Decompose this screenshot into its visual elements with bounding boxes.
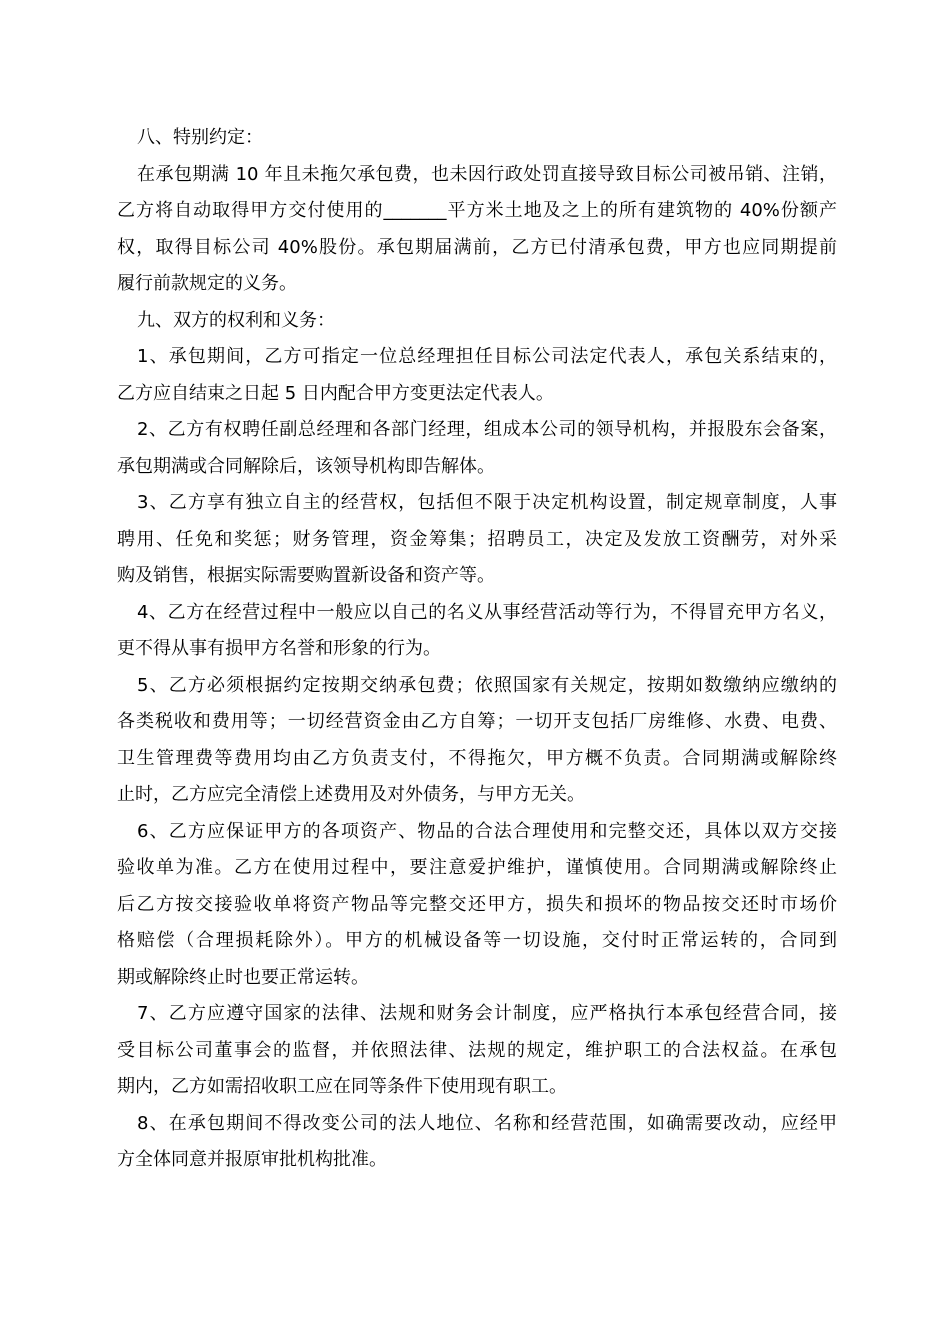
paragraph-line: 更不得从事有损甲方名誉和形象的行为。 <box>117 638 441 659</box>
paragraph-line: 在承包期满 10 年且未拖欠承包费，也未因行政处罚直接导致目标公司被吊销、注销， <box>137 163 837 185</box>
clause-paragraph <box>117 412 837 485</box>
paragraph-line: 聘用、任免和奖惩；财务管理，资金筹集；招聘员工，决定及发放工资酬劳，对外采 <box>117 528 837 550</box>
paragraph-line: 方全体同意并报原审批机构批准。 <box>117 1149 387 1170</box>
clause-paragraph <box>117 996 837 1106</box>
section-heading: 八、特别约定： <box>137 127 263 148</box>
paragraph-line: 购及销售，根据实际需要购置新设备和资产等。 <box>117 565 495 586</box>
clause-paragraph <box>117 668 837 814</box>
paragraph-line: 各类税收和费用等；一切经营资金由乙方自筹；一切开支包括厂房维修、水费、电费、 <box>117 711 837 732</box>
paragraph-line: 5、乙方必须根据约定按期交纳承包费；依照国家有关规定，按期如数缴纳应缴纳的 <box>137 674 837 696</box>
paragraph-line: 4、乙方在经营过程中一般应以自己的名义从事经营活动等行为，不得冒充甲方名义， <box>137 601 837 623</box>
clause-paragraph <box>117 595 837 668</box>
paragraph-line: 受目标公司董事会的监督，并依照法律、法规的规定，维护职工的合法权益。在承包 <box>117 1039 837 1061</box>
paragraph-line: 承包期满或合同解除后，该领导机构即告解体。 <box>117 455 495 477</box>
paragraph-line: 权，取得目标公司 40%股份。承包期届满前，乙方已付清承包费，甲方也应同期提前 <box>117 236 837 258</box>
clause-paragraph <box>117 157 837 303</box>
paragraph-line: 乙方应自结束之日起 5 日内配合甲方变更法定代表人。 <box>117 382 554 404</box>
paragraph-line: 后乙方按交接验收单将资产物品等完整交还甲方，损失和损坏的物品按交还时市场价 <box>117 893 837 915</box>
paragraph-line: 履行前款规定的义务。 <box>117 273 297 294</box>
clause-paragraph <box>117 1106 837 1179</box>
paragraph-line: 止时，乙方应完全清偿上述费用及对外债务，与甲方无关。 <box>117 784 585 805</box>
clause-paragraph <box>117 339 837 412</box>
clause-paragraph <box>117 485 837 595</box>
paragraph-line: 2、乙方有权聘任副总经理和各部门经理，组成本公司的领导机构，并报股东会备案， <box>137 419 837 440</box>
paragraph-line: 卫生管理费等费用均由乙方负责支付，不得拖欠，甲方概不负责。合同期满或解除终 <box>117 747 837 769</box>
paragraph-line: 验收单为准。乙方在使用过程中，要注意爱护维护，谨慎使用。合同期满或解除终止 <box>117 857 837 878</box>
paragraph-line: 期或解除终止时也要正常运转。 <box>117 966 369 988</box>
paragraph-line: 3、乙方享有独立自主的经营权，包括但不限于决定机构设置，制定规章制度，人事 <box>137 492 837 513</box>
paragraph-line: 格赔偿（合理损耗除外）。甲方的机械设备等一切设施，交付时正常运转的，合同到 <box>117 930 837 951</box>
paragraph-line: 8、在承包期间不得改变公司的法人地位、名称和经营范围，如确需要改动，应经甲 <box>137 1112 837 1134</box>
section-heading: 九、双方的权利和义务： <box>137 309 335 331</box>
document-body <box>117 120 837 1179</box>
paragraph-line: 期内，乙方如需招收职工应在同等条件下使用现有职工。 <box>117 1076 567 1097</box>
paragraph-line: 乙方将自动取得甲方交付使用的_______平方米土地及之上的所有建筑物的 40%份额产 <box>117 200 837 221</box>
clause-paragraph <box>117 814 837 997</box>
paragraph-line: 7、乙方应遵守国家的法律、法规和财务会计制度，应严格执行本承包经营合同，接 <box>137 1003 837 1024</box>
paragraph-line: 1、承包期间，乙方可指定一位总经理担任目标公司法定代表人，承包关系结束的， <box>137 346 837 367</box>
paragraph-line: 6、乙方应保证甲方的各项资产、物品的合法合理使用和完整交还，具体以双方交接 <box>137 820 837 842</box>
